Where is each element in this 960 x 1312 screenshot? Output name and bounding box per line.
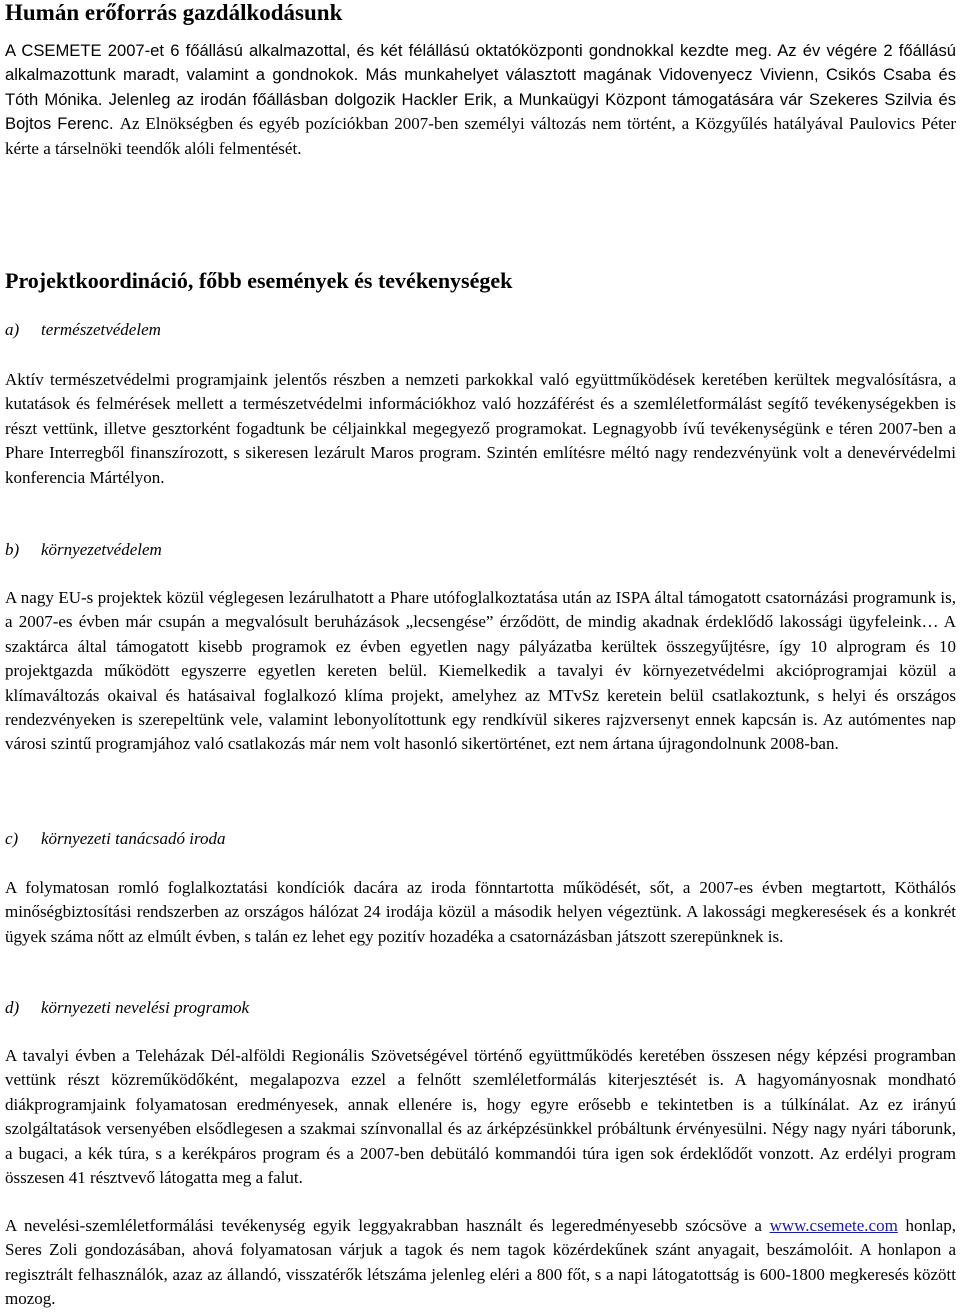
subsection-heading-a xyxy=(5,318,161,342)
subsection-heading-c xyxy=(5,827,225,851)
website-link[interactable]: www.csemete.com xyxy=(769,1216,898,1235)
subsection-text-c: A folymatosan romló foglalkoztatási kondíciók dacára az iroda fönntartotta működését, sőt, a 2007-es évben megtartott, Köthálós minőségbiztosítási rendszerben az országos hálózat 24 irodája közül a második helyen végeztünk. A lakossági megkeresések és a konkrét ügyek száma nőtt az elmúlt évben, s talán ez lehet egy pozitív hozadéka a csatornázásban játszott szerepünknek is. xyxy=(5,878,956,946)
subsection-text-d-website xyxy=(5,1214,956,1312)
hr-paragraph-tail: Az Elnökségben és egyéb pozíciókban 2007-ben személyi változás nem történt, a Közgyűlés hatályával Paulovics Péter kérte a társelnöki teendők alóli felmentését. xyxy=(5,114,956,158)
subsection-title: környezetvédelem xyxy=(41,540,162,559)
subsection-heading-b xyxy=(5,538,162,562)
subsection-letter: a) xyxy=(5,320,20,339)
subsection-title: környezeti tanácsadó iroda xyxy=(41,829,226,848)
hr-paragraph-body: A CSEMETE 2007-et 6 főállású alkalmazottal, és két félállású oktatóközponti gondnokkal kezdte meg. Az év végére 2 főállású alkalmazottunk maradt, valamint a gondnokok. Más munkahelyet választott magának Vidovenyecz Vivienn, Csikós Csaba és Tóth Mónika. Jelenleg az irodán főállásban dolgozik Hackler Erik, a Munkaügyi Központ támogatására vár Szekeres Szilvia és Bojtos Ferenc. xyxy=(5,41,956,134)
hr-section-paragraph xyxy=(5,39,956,161)
subsection-letter: d) xyxy=(5,998,20,1017)
website-text-after-link: honlap, Seres Zoli gondozásában, ahová folyamatosan várjuk a tagok és nem tagok közérdekűnek szánt anyagait, beszámolóit. A honlapon a regisztrált felhasználók, azaz az állandó, visszatérők létszáma jelenleg eléri a 800 főt, s a napi látogatottság is 600-1800 megkeresés között mozog. xyxy=(5,1216,956,1309)
project-section-title: Projektkoordináció, főbb események és tevékenységek xyxy=(5,268,513,293)
subsection-letter: c) xyxy=(5,829,19,848)
subsection-heading-d xyxy=(5,996,249,1020)
subsection-title: környezeti nevelési programok xyxy=(41,998,250,1017)
subsection-text-b: A nagy EU-s projektek közül véglegesen lezárulhatott a Phare utófoglalkoztatása után az ISPA által támogatott csatornázási programunk is, a 2007-es évben már csupán a megvalósult beruházások „lecsengése” érződött, de mindig akadnak érdeklődő lakossági ügyfeleink… A szaktárca által támogatott kisebb programok ez évben egyetlen nagy pályázatba kerültek összegyűjtésre, így 10 alprogram és 10 projektgazda működött egyszerre egyetlen kereten belül. Kiemelkedik a tavalyi év környezetvédelmi akcióprogramjai közül a klímaváltozás okaival és hatásaival foglalkozó klíma projekt, amelyhez az MTvSz keretein belül csatlakoztunk, s helyi és országos rendezvényeken is szerepeltünk vele, valamint lebonyolítottunk egy rendkívül sikeres rajzversenyt ennek kapcsán is. Az autómentes nap városi szintű programjához való csatlakozás már nem volt hasonló sikertörténet, ezt nem ártana újragondolnunk 2008-ban. xyxy=(5,588,956,754)
subsection-text-d: A tavalyi évben a Teleházak Dél-alföldi Regionális Szövetségével történő együttműködés keretében összesen négy képzési programban vettünk részt közreműködőként, megalapozva ezzel a felnőtt szemléletformálás kiterjesztését is. A hagyományosnak mondható diákprogramjaink folyamatosan eredményesek, annak ellenére is, hogy egyre erősebb e tekintetben is a túlkínálat. Az ez irányú szolgáltatások versenyében elsődlegesen a szakmai színvonallal és az árképzésünkkel próbáltunk érvényesülni. Négy nagy nyári táborunk, a bugaci, a kék túra, s a kerékpáros program és a 2007-ben debütáló kommandói túra igen sok érdeklődőt vonzott. Az erdélyi program összesen 41 résztvevő látogatta meg a falut. xyxy=(5,1046,956,1188)
website-text-before-link: A nevelési-szemléletformálási tevékenység egyik leggyakrabban használt és legeredményesebb szócsöve a xyxy=(5,1216,762,1235)
subsection-title: természetvédelem xyxy=(41,320,161,339)
subsection-text-a: Aktív természetvédelmi programjaink jelentős részben a nemzeti parkokkal való együttműködések keretében kerültek megvalósításra, a kutatások és felmérések mellett a természetvédelmi információkhoz való hozzáférést és a szemléletformálást segítő tevékenységekben is részt vettünk, illetve gesztorként fogadtunk be céljainkkal megegyező programokat. Legnagyobb ívű tevékenységünk e téren 2007-ben a Phare Interregből finanszírozott, s sikeresen lezárult Maros program. Szintén említésre méltó nagy rendezvényünk volt a denevérvédelmi konferencia Mártélyon. xyxy=(5,370,956,487)
subsection-letter: b) xyxy=(5,540,20,559)
hr-section-title: Humán erőforrás gazdálkodásunk xyxy=(5,0,343,25)
